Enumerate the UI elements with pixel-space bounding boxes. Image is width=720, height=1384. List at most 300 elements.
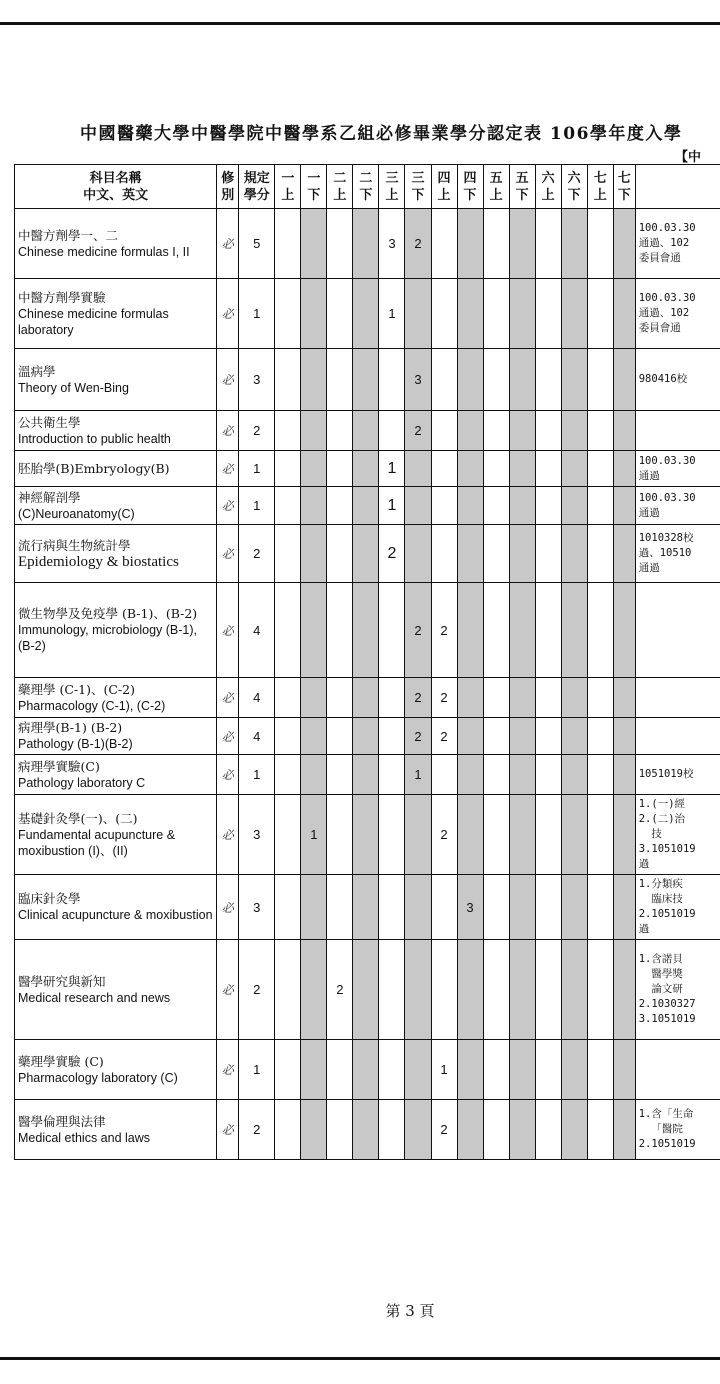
semester-credit-cell (535, 349, 561, 411)
table-row (15, 487, 720, 525)
semester-credit-cell (509, 583, 535, 678)
header-semester (353, 165, 379, 209)
header-semester (431, 165, 457, 209)
semester-credit-cell (561, 209, 587, 279)
semester-credit-cell (483, 525, 509, 583)
sem-year: 二 (333, 170, 347, 186)
course-name-en: Theory of Wen-Bing (18, 380, 129, 395)
semester-credit-cell (275, 755, 301, 795)
semester-credit-cell: 2 (405, 411, 431, 451)
semester-credit-cell (275, 451, 301, 487)
semester-credit-cell (275, 1040, 301, 1100)
header-cred-1: 規定 (243, 170, 270, 186)
semester-credit-cell (561, 525, 587, 583)
semester-credit-cell (535, 411, 561, 451)
semester-credit-cell (587, 349, 613, 411)
course-name-en: Medical ethics and laws (18, 1130, 151, 1145)
required-credits: 5 (239, 209, 275, 279)
semester-credit-cell (561, 1040, 587, 1100)
semester-credit-cell (509, 1100, 535, 1160)
semester-credit-cell (353, 279, 379, 349)
semester-credit-cell (561, 1100, 587, 1160)
required-credits: 2 (239, 1100, 275, 1160)
semester-credit-cell (301, 525, 327, 583)
required-credits: 4 (239, 678, 275, 718)
semester-credit-cell (301, 349, 327, 411)
semester-credit-cell (301, 279, 327, 349)
required-type: 必 (217, 487, 239, 525)
semester-credit-cell (587, 795, 613, 875)
sem-half: 上 (437, 187, 451, 203)
table-row (15, 411, 720, 451)
semester-credit-cell (483, 487, 509, 525)
semester-credit-cell (587, 1100, 613, 1160)
course-name-en: Immunology, microbiology (B-1), (B-2) (18, 623, 197, 653)
page-number: 第 3 頁 (385, 1302, 435, 1320)
semester-credit-cell (327, 795, 353, 875)
semester-credit-cell (353, 678, 379, 718)
remark-cell: 1051019校 (635, 755, 720, 795)
table-row (15, 718, 720, 755)
course-name-zh: 藥理學 (C-1)、(C-2) (18, 681, 135, 697)
semester-credit-cell (613, 940, 635, 1040)
required-credits: 1 (239, 451, 275, 487)
table-row (15, 678, 720, 718)
semester-credit-cell (405, 1100, 431, 1160)
semester-credit-cell (457, 349, 483, 411)
course-name-en: Medical research and news (18, 990, 171, 1005)
sem-half: 上 (385, 187, 399, 203)
sem-year: 二 (359, 170, 373, 186)
semester-credit-cell (483, 795, 509, 875)
semester-credit-cell (535, 1040, 561, 1100)
required-type: 必 (217, 795, 239, 875)
semester-credit-cell (457, 525, 483, 583)
table-row (15, 940, 720, 1040)
course-name-cell (15, 279, 217, 349)
semester-credit-cell (561, 718, 587, 755)
semester-credit-cell (587, 718, 613, 755)
semester-credit-cell (613, 209, 635, 279)
semester-credit-cell (275, 209, 301, 279)
semester-credit-cell (353, 451, 379, 487)
remark-cell: 1010328校 過、10510 通過 (635, 525, 720, 583)
course-name-zh: 胚胎學(B)Embryology(B) (18, 460, 170, 476)
required-credits: 4 (239, 718, 275, 755)
table-row (15, 875, 720, 940)
sem-year: 六 (541, 170, 555, 186)
semester-credit-cell (613, 487, 635, 525)
course-name-zh: 藥理學實驗 (C) (18, 1053, 104, 1069)
semester-credit-cell (509, 487, 535, 525)
required-credits: 2 (239, 525, 275, 583)
semester-credit-cell (535, 487, 561, 525)
semester-credit-cell (561, 755, 587, 795)
remark-cell: 100.03.30 通過、102 委員會通 (635, 209, 720, 279)
semester-credit-cell (509, 940, 535, 1040)
credit-table-wrapper (14, 164, 720, 1284)
sem-year: 一 (307, 170, 321, 186)
table-row (15, 1100, 720, 1160)
semester-credit-cell (327, 583, 353, 678)
sem-year: 五 (515, 170, 529, 186)
semester-credit-cell (353, 583, 379, 678)
semester-credit-cell (379, 1100, 405, 1160)
semester-credit-cell (327, 487, 353, 525)
course-name-en: Introduction to public health (18, 431, 171, 446)
remark-cell: 100.03.30 通過 (635, 451, 720, 487)
semester-credit-cell (431, 411, 457, 451)
course-name-cell (15, 525, 217, 583)
header-name-en: 中文、英文 (83, 187, 149, 203)
semester-credit-cell (405, 1040, 431, 1100)
semester-credit-cell (587, 209, 613, 279)
semester-credit-cell (587, 875, 613, 940)
course-name-zh: 溫病學 (18, 363, 56, 379)
semester-credit-cell (275, 525, 301, 583)
header-semester (535, 165, 561, 209)
remark-cell (635, 411, 720, 451)
required-type: 必 (217, 678, 239, 718)
semester-credit-cell (327, 1100, 353, 1160)
table-row (15, 279, 720, 349)
semester-credit-cell (561, 451, 587, 487)
course-name-en: Pathology laboratory C (18, 775, 146, 790)
table-row (15, 525, 720, 583)
semester-credit-cell (613, 411, 635, 451)
course-name-cell (15, 875, 217, 940)
semester-credit-cell (431, 525, 457, 583)
required-type: 必 (217, 279, 239, 349)
semester-credit-cell (275, 795, 301, 875)
semester-credit-cell (405, 525, 431, 583)
header-semester (561, 165, 587, 209)
header-req-2: 別 (221, 187, 235, 203)
semester-credit-cell (327, 209, 353, 279)
remark-cell: 100.03.30 通過、102 委員會通 (635, 279, 720, 349)
semester-credit-cell (353, 755, 379, 795)
semester-credit-cell: 3 (457, 875, 483, 940)
header-req-1: 修 (221, 170, 235, 186)
semester-credit-cell (509, 1040, 535, 1100)
semester-credit-cell (535, 525, 561, 583)
semester-credit-cell (457, 279, 483, 349)
semester-credit-cell (327, 451, 353, 487)
semester-credit-cell (561, 678, 587, 718)
semester-credit-cell (613, 525, 635, 583)
header-row (15, 165, 720, 209)
semester-credit-cell: 2 (431, 795, 457, 875)
semester-credit-cell (301, 755, 327, 795)
semester-credit-cell (457, 1040, 483, 1100)
table-row (15, 1040, 720, 1100)
sem-year: 六 (567, 170, 581, 186)
sem-half: 下 (515, 187, 529, 203)
course-name-zh: 公共衛生學 (18, 414, 81, 430)
sem-year: 一 (281, 170, 295, 186)
course-name-zh: 醫學研究與新知 (18, 973, 106, 989)
sem-half: 下 (411, 187, 425, 203)
semester-credit-cell: 1 (431, 1040, 457, 1100)
semester-credit-cell (613, 678, 635, 718)
required-credits: 3 (239, 349, 275, 411)
semester-credit-cell (379, 583, 405, 678)
semester-credit-cell (561, 795, 587, 875)
course-name-en: (C)Neuroanatomy(C) (18, 506, 135, 521)
semester-credit-cell (457, 411, 483, 451)
semester-credit-cell (457, 940, 483, 1040)
semester-credit-cell (535, 279, 561, 349)
course-name-zh: 神經解剖學 (18, 489, 81, 505)
semester-credit-cell (327, 875, 353, 940)
semester-credit-cell (587, 755, 613, 795)
course-name-zh: 醫學倫理與法律 (18, 1113, 106, 1129)
semester-credit-cell (457, 795, 483, 875)
required-credits: 3 (239, 795, 275, 875)
table-row (15, 209, 720, 279)
semester-credit-cell (275, 718, 301, 755)
semester-credit-cell (483, 1100, 509, 1160)
semester-credit-cell (353, 795, 379, 875)
semester-credit-cell (535, 755, 561, 795)
semester-credit-cell (275, 875, 301, 940)
semester-credit-cell (301, 678, 327, 718)
semester-credit-cell (561, 940, 587, 1040)
semester-credit-cell: 3 (405, 349, 431, 411)
course-name-cell (15, 678, 217, 718)
header-credits (239, 165, 275, 209)
semester-credit-cell (561, 411, 587, 451)
semester-credit-cell (457, 487, 483, 525)
semester-credit-cell (561, 349, 587, 411)
required-credits: 4 (239, 583, 275, 678)
semester-credit-cell: 2 (405, 678, 431, 718)
semester-credit-cell (509, 525, 535, 583)
course-name-zh: 病理學(B-1) (B-2) (18, 720, 123, 735)
semester-credit-cell (353, 209, 379, 279)
semester-credit-cell (587, 1040, 613, 1100)
semester-credit-cell (301, 718, 327, 755)
semester-credit-cell (483, 755, 509, 795)
semester-credit-cell (509, 451, 535, 487)
header-course-name (15, 165, 217, 209)
sem-year: 七 (617, 170, 631, 186)
header-semester (405, 165, 431, 209)
sem-half: 下 (463, 187, 477, 203)
semester-credit-cell (483, 875, 509, 940)
semester-credit-cell: 1 (405, 755, 431, 795)
required-type: 必 (217, 1100, 239, 1160)
header-semester (587, 165, 613, 209)
course-name-zh: 病理學實驗(C) (18, 758, 100, 774)
semester-credit-cell: 2 (327, 940, 353, 1040)
sem-half: 下 (307, 187, 321, 203)
semester-credit-cell (457, 755, 483, 795)
document-subtitle: 【中 (675, 150, 702, 165)
table-row (15, 583, 720, 678)
top-rule (0, 22, 720, 25)
header-semester (275, 165, 301, 209)
required-credits: 1 (239, 487, 275, 525)
semester-credit-cell (379, 678, 405, 718)
semester-credit-cell (405, 487, 431, 525)
course-name-cell (15, 795, 217, 875)
semester-credit-cell: 2 (431, 678, 457, 718)
table-row (15, 451, 720, 487)
semester-credit-cell (353, 1100, 379, 1160)
semester-credit-cell: 2 (431, 1100, 457, 1160)
semester-credit-cell: 2 (405, 583, 431, 678)
semester-credit-cell (431, 875, 457, 940)
sem-year: 四 (463, 170, 477, 186)
semester-credit-cell (483, 583, 509, 678)
semester-credit-cell (327, 1040, 353, 1100)
semester-credit-cell (379, 755, 405, 795)
table-row (15, 349, 720, 411)
semester-credit-cell (327, 718, 353, 755)
bottom-rule (0, 1357, 720, 1360)
semester-credit-cell (405, 940, 431, 1040)
semester-credit-cell (483, 279, 509, 349)
semester-credit-cell (301, 583, 327, 678)
course-name-en: Chinese medicine formulas laboratory (18, 306, 169, 337)
semester-credit-cell (431, 209, 457, 279)
course-name-zh: 中醫方劑學實驗 (18, 289, 106, 305)
sem-half: 上 (593, 187, 607, 203)
semester-credit-cell: 1 (379, 487, 405, 525)
semester-credit-cell (301, 1100, 327, 1160)
semester-credit-cell (509, 678, 535, 718)
course-name-cell (15, 209, 217, 279)
header-semester (457, 165, 483, 209)
course-name-cell (15, 1040, 217, 1100)
semester-credit-cell (509, 718, 535, 755)
sem-half: 下 (359, 187, 373, 203)
header-required (217, 165, 239, 209)
required-credits: 1 (239, 279, 275, 349)
remark-cell (635, 678, 720, 718)
remark-cell (635, 1040, 720, 1100)
required-type: 必 (217, 1040, 239, 1100)
header-note (635, 165, 720, 209)
semester-credit-cell (431, 451, 457, 487)
required-type: 必 (217, 940, 239, 1040)
required-type: 必 (217, 583, 239, 678)
semester-credit-cell (509, 209, 535, 279)
course-name-en: Epidemiology & biostatics (18, 553, 179, 570)
semester-credit-cell (613, 1100, 635, 1160)
semester-credit-cell (561, 487, 587, 525)
course-name-en: Chinese medicine formulas I, II (18, 244, 190, 259)
semester-credit-cell (301, 451, 327, 487)
header-semester (301, 165, 327, 209)
credit-table (14, 164, 720, 1160)
semester-credit-cell (301, 940, 327, 1040)
required-type: 必 (217, 451, 239, 487)
course-name-en: Pathology (B-1)(B-2) (18, 737, 133, 751)
semester-credit-cell (483, 411, 509, 451)
course-name-en: Pharmacology (C-1), (C-2) (18, 698, 166, 713)
semester-credit-cell (613, 718, 635, 755)
course-name-cell (15, 583, 217, 678)
required-credits: 1 (239, 755, 275, 795)
semester-credit-cell (457, 718, 483, 755)
semester-credit-cell (587, 451, 613, 487)
semester-credit-cell (457, 1100, 483, 1160)
semester-credit-cell (275, 940, 301, 1040)
semester-credit-cell (327, 279, 353, 349)
semester-credit-cell (457, 451, 483, 487)
course-name-zh: 微生物學及免疫學 (B-1)、(B-2) (18, 606, 198, 621)
semester-credit-cell (327, 349, 353, 411)
semester-credit-cell (353, 1040, 379, 1100)
course-name-en: Pharmacology laboratory (C) (18, 1070, 178, 1085)
required-type: 必 (217, 209, 239, 279)
remark-cell (635, 583, 720, 678)
semester-credit-cell (509, 795, 535, 875)
semester-credit-cell (379, 1040, 405, 1100)
semester-credit-cell (301, 875, 327, 940)
course-name-zh: 流行病與生物統計學 (18, 537, 131, 553)
semester-credit-cell (613, 583, 635, 678)
semester-credit-cell (457, 678, 483, 718)
header-name-zh: 科目名稱 (89, 170, 142, 186)
course-name-cell (15, 940, 217, 1040)
required-type: 必 (217, 718, 239, 755)
semester-credit-cell (301, 487, 327, 525)
semester-credit-cell (275, 583, 301, 678)
semester-credit-cell (535, 875, 561, 940)
header-semester (483, 165, 509, 209)
sem-half: 上 (489, 187, 503, 203)
semester-credit-cell (327, 678, 353, 718)
required-type: 必 (217, 349, 239, 411)
semester-credit-cell (353, 718, 379, 755)
semester-credit-cell (431, 279, 457, 349)
semester-credit-cell (535, 209, 561, 279)
semester-credit-cell (613, 755, 635, 795)
semester-credit-cell (431, 755, 457, 795)
semester-credit-cell (431, 487, 457, 525)
semester-credit-cell (405, 279, 431, 349)
course-name-cell (15, 718, 217, 755)
sem-half: 上 (541, 187, 555, 203)
semester-credit-cell (301, 1040, 327, 1100)
table-row (15, 795, 720, 875)
semester-credit-cell: 2 (405, 718, 431, 755)
sem-year: 三 (411, 170, 425, 186)
header-cred-2: 學分 (243, 187, 270, 203)
semester-credit-cell (457, 209, 483, 279)
semester-credit-cell (535, 718, 561, 755)
remark-cell (635, 718, 720, 755)
semester-credit-cell (353, 940, 379, 1040)
course-name-zh: 基礎針灸學(一)、(二) (18, 810, 138, 826)
semester-credit-cell (379, 940, 405, 1040)
semester-credit-cell (379, 718, 405, 755)
semester-credit-cell (275, 487, 301, 525)
semester-credit-cell (561, 875, 587, 940)
semester-credit-cell (587, 678, 613, 718)
semester-credit-cell (379, 349, 405, 411)
course-name-zh: 中醫方劑學一、二 (18, 227, 119, 243)
semester-credit-cell (327, 525, 353, 583)
semester-credit-cell: 2 (405, 209, 431, 279)
semester-credit-cell (613, 1040, 635, 1100)
course-rows (15, 209, 720, 1160)
table-row (15, 755, 720, 795)
semester-credit-cell (275, 349, 301, 411)
